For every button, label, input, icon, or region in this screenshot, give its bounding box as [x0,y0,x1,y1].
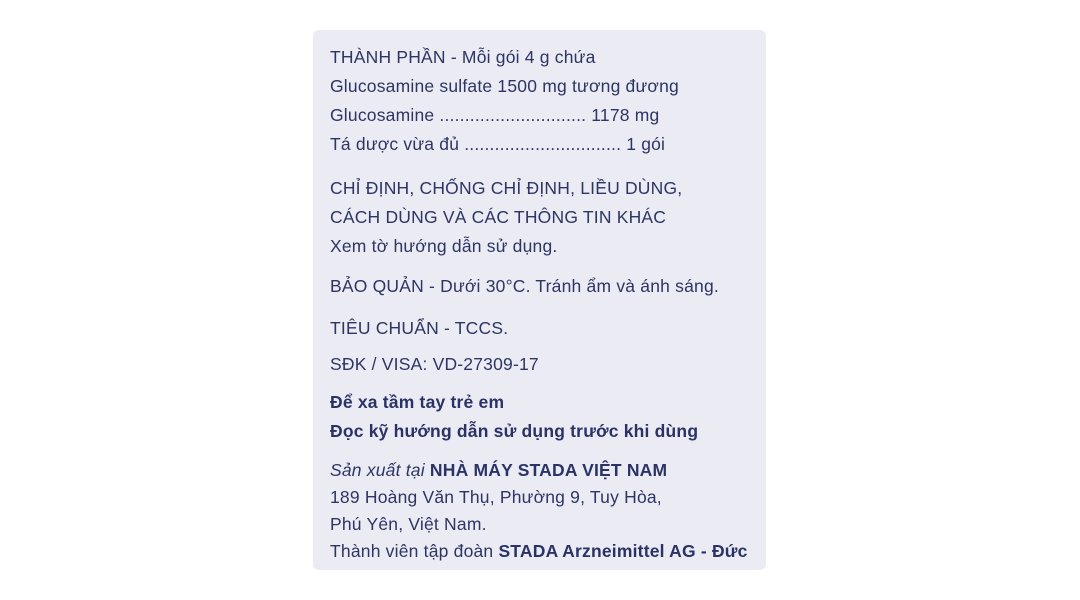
composition-line-1: Glucosamine sulfate 1500 mg tương đương [330,76,679,96]
composition-line-3: Tá dược vừa đủ ............................... 1 gói [330,134,666,154]
composition-header: THÀNH PHẦN - Mỗi gói 4 g chứa [330,47,596,67]
label-panel [313,30,766,570]
group-line [330,540,748,562]
indications-line-3: Xem tờ hướng dẫn sử dụng. [330,236,558,256]
warning-read-instructions: Đọc kỹ hướng dẫn sử dụng trước khi dùng [330,421,699,441]
indications-line-2: CÁCH DÙNG VÀ CÁC THÔNG TIN KHÁC [330,207,667,227]
indications-line-1: CHỈ ĐỊNH, CHỐNG CHỈ ĐỊNH, LIỀU DÙNG, [330,178,683,198]
manufacturer-address-2: Phú Yên, Việt Nam. [330,514,487,534]
composition-line-2: Glucosamine ............................. 1178 mg [330,105,660,125]
registration-number: SĐK / VISA: VD-27309-17 [330,354,539,374]
storage-text: BẢO QUẢN - Dưới 30°C. Tránh ẩm và ánh sáng. [330,276,719,296]
manufacturer-name: NHÀ MÁY STADA VIỆT NAM [429,460,668,480]
standard-text: TIÊU CHUẨN - TCCS. [330,318,509,338]
warning-children: Để xa tầm tay trẻ em [330,392,505,412]
group-prefix: Thành viên tập đoàn [330,541,499,561]
manufacturer-prefix: Sản xuất tại [330,460,430,480]
manufacturer-address-1: 189 Hoàng Văn Thụ, Phường 9, Tuy Hòa, [330,487,662,507]
manufacturer-line [330,459,667,481]
group-name: STADA Arzneimittel AG - Đức [498,541,748,561]
